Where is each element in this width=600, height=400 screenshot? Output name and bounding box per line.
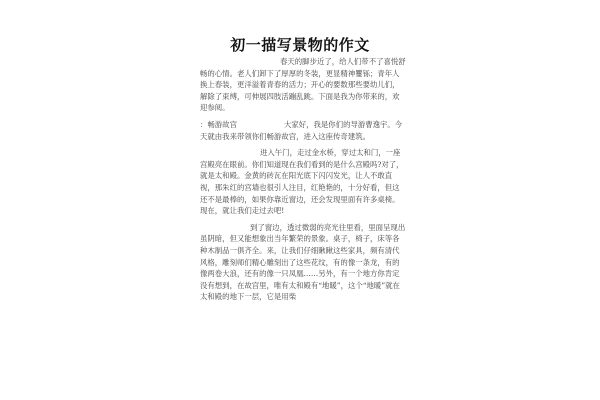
paragraph-window-view: 到了窗边，透过微弱的亮光往里看，里面呈现出虽阴暗，但又能想象出当年繁荣的景象。桌子，椅子，床等各种木制品一俱齐全。来，让我们仔细瞅瞅这些家具，频有清代风格，雕刻师们精心雕刻出了这些花纹，有的像一条龙，有的像两卷大浪，还有的像一只凤凰……另外，有一个地方你肯定没有想到，在故宫里，唯有太和殿有“地暖”，这个“地暖”就在太和殿的地下一层，它是用柴 (200, 222, 406, 302)
paragraph-intro: 春天的脚步近了，给人们带不了喜悦舒畅的心情。老人们卸下了厚厚的冬装，更显精神矍铄；青年人换上春装，更洋溢着青春的活力；开心的要数那些要幼儿们，解除了束缚，可伸展四肢活蹦乱跳。下面是我为你带来的，欢迎参阅。 (200, 57, 406, 113)
paragraph-taihe-hall: 进入午门，走过金水桥，穿过太和门，一座宫殿亮在眼前。你们知道现在我们看到的是什么宫殿吗?对了，就是太和殿。金黄的砖瓦在阳光底下闪闪发光，让人不敢直视，那朱红的宫墙也很引人注目，红艳艳的，十分好看，但这还不是最棒的，如果你靠近窗边，还会发现里面有许多桌椅。现在，就让我们走过去吧! (200, 148, 404, 216)
paragraph-guide-greeting: ：畅游故宫 大家好，我是你们的导游曹逸宇。今天就由我来带领你们畅游故宫，进入这座传奇建筑。 (200, 119, 403, 141)
document-title: 初一描写景物的作文 (230, 36, 370, 54)
document-body (200, 56, 406, 308)
